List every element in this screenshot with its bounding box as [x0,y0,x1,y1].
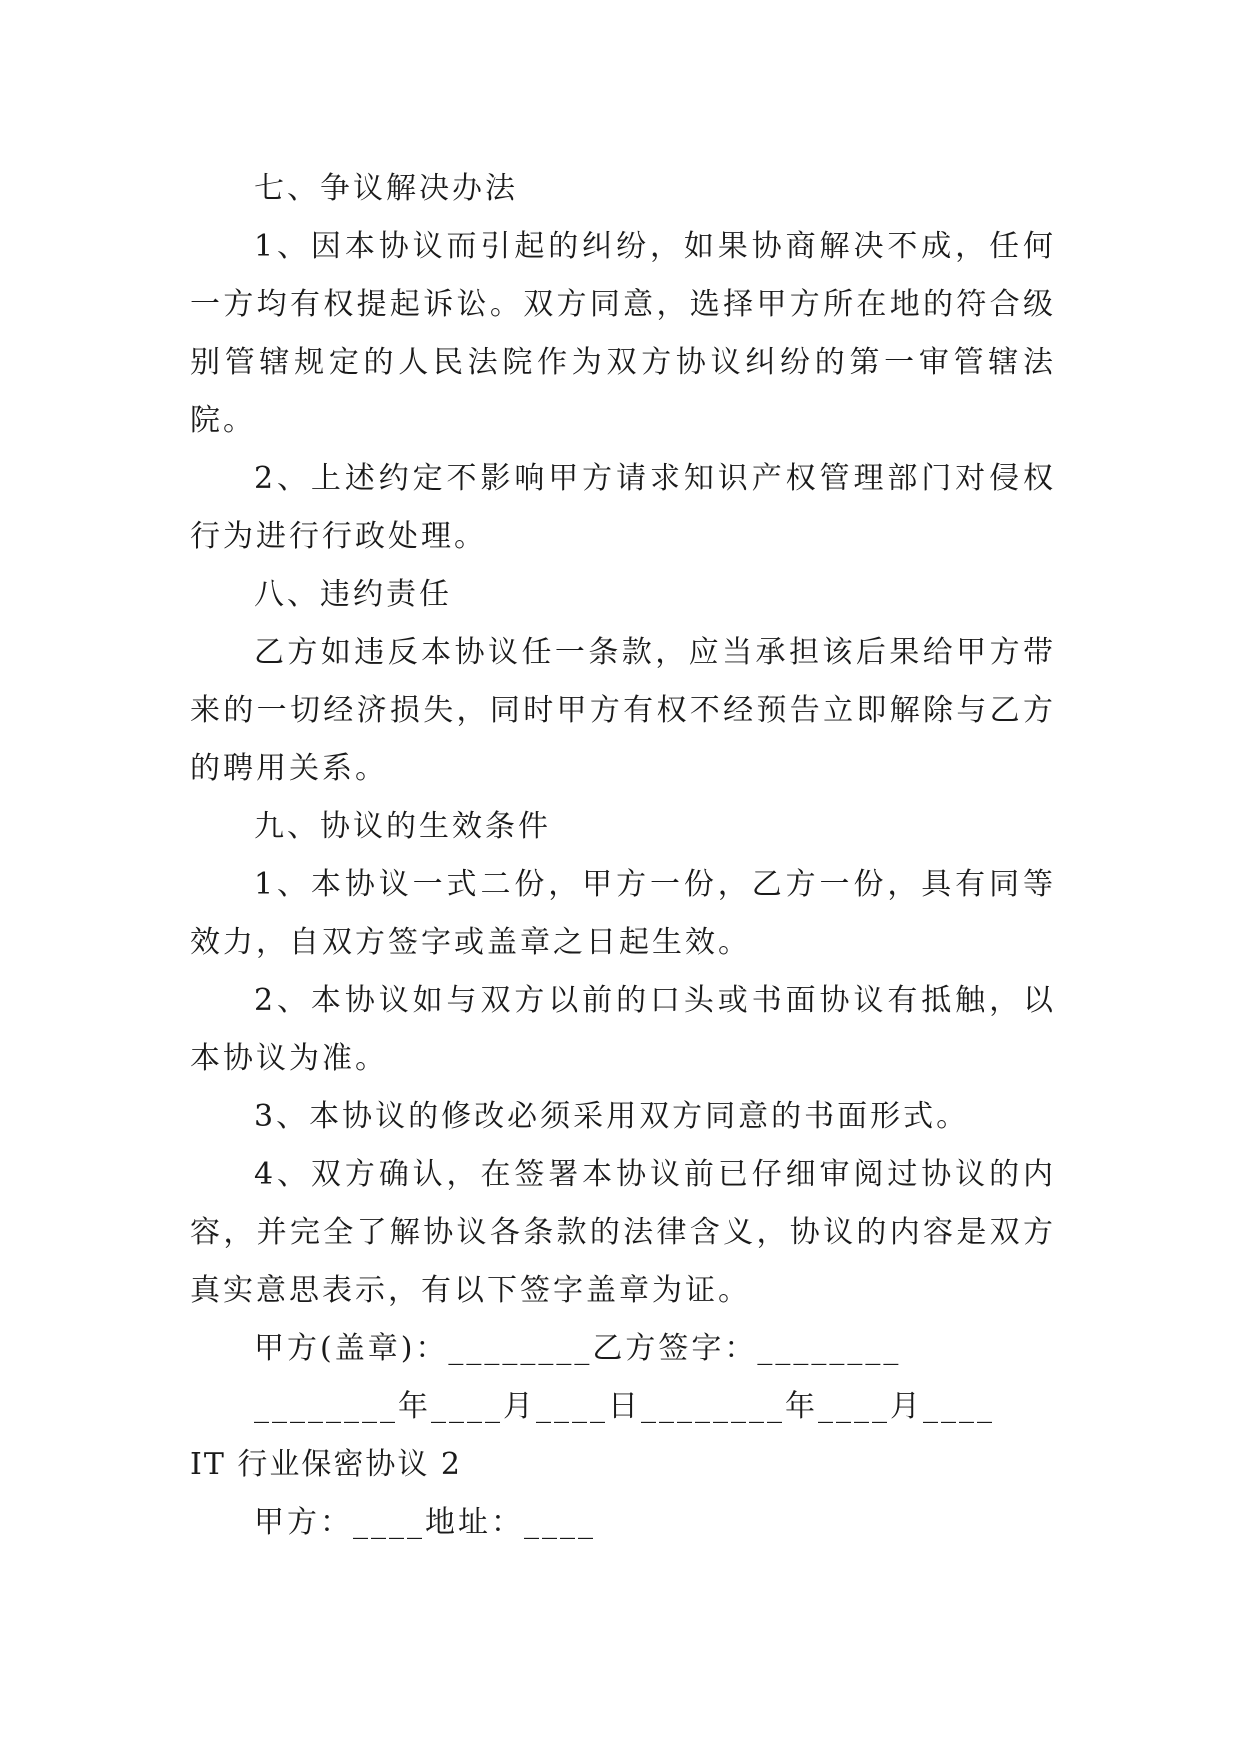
section-7-paragraph-2: 2、上述约定不影响甲方请求知识产权管理部门对侵权行为进行行政处理。 [190,461,1056,554]
section-9-paragraph-4: 4、双方确认，在签署本协议前已仔细审阅过协议的内容，并完全了解协议各条款的法律含义，协议的内容是双方真实意思表示，有以下签字盖章为证。 [190,1157,1056,1308]
section-7-heading: 七、争议解决办法 [254,171,518,206]
section-9-paragraph-1: 1、本协议一式二份，甲方一份，乙方一份，具有同等效力，自双方签字或盖章之日起生效。 [190,867,1056,960]
section-9-paragraph-2: 2、本协议如与双方以前的口头或书面协议有抵触，以本协议为准。 [190,983,1056,1076]
section-9-heading: 九、协议的生效条件 [254,809,551,844]
section-7-paragraph-1: 1、因本协议而引起的纠纷，如果协商解决不成，任何一方均有权提起诉讼。双方同意，选择甲方所在地的符合级别管辖规定的人民法院作为双方协议纠纷的第一审管辖法院。 [190,229,1056,438]
next-document-title: IT 行业保密协议 2 [190,1447,463,1482]
party-address-line: 甲方：____地址：____ [254,1505,596,1540]
signature-line: 甲方(盖章)：________乙方签字：________ [254,1331,902,1366]
section-9-paragraph-3: 3、本协议的修改必须采用双方同意的书面形式。 [254,1099,970,1134]
section-8-heading: 八、违约责任 [254,577,452,612]
date-line: ________年____月____日________年____月____ [254,1389,995,1424]
document-body [190,160,1056,1552]
section-8-paragraph-1: 乙方如违反本协议任一条款，应当承担该后果给甲方带来的一切经济损失，同时甲方有权不经预告立即解除与乙方的聘用关系。 [190,635,1056,786]
